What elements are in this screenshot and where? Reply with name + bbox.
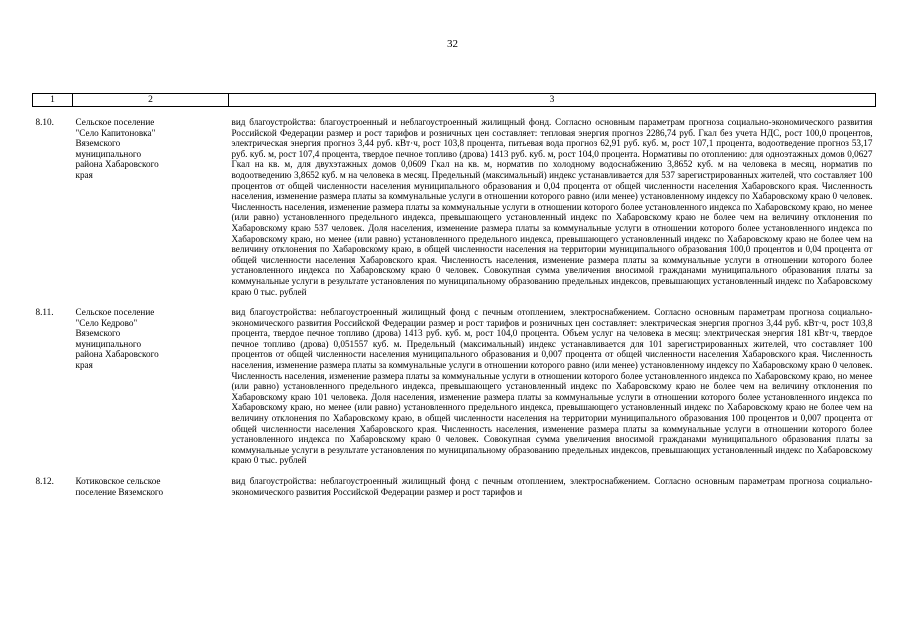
settlement-name: Сельское поселение "Село Капитоновка" Вяземского муниципального района Хабаровского края bbox=[75, 117, 159, 180]
table-header-row bbox=[33, 94, 876, 107]
row-description: вид благоустройства: неблагоустроенный жилищный фонд с печным отоплением, электроснабжением. Согласно основным параметрам прогноза социально-экономического развития Российской Федерации размер и рост тарифов и bbox=[231, 476, 873, 497]
row-number: 8.12. bbox=[35, 476, 54, 486]
table-row bbox=[33, 117, 876, 297]
table-row bbox=[33, 307, 876, 466]
row-description: вид благоустройства: неблагоустроенный жилищный фонд с печным отоплением, электроснабжением. Согласно основным параметрам прогноза социально-экономического развития Российской Федерации размер и рост тарифов и розничных цен составляет: электрическая энергия прогноз 3,44 руб. кВт·ч, рост 103,8 процента, твердое печное топливо (дрова) 1413 руб. куб. м, рост 104,0 процента. Объем услуг на человека в месяц: электрическая энергия 181 кВт·ч, твердое печное топливо (дрова) 0,051557 куб. м. Предельный (максимальный) индекс устанавливается для 101 зарегистрированных жителей, что составляет 100 процентов от общей численности населения муниципального образования и 0,007 процента от общей численности населения Хабаровского края. Численность населения, изменение размера платы за коммунальные услуги в отношении которого равно (или менее) установленному индексу по Хабаровскому краю 0 человек. Численность населения, изменение размера платы за коммунальные услуги в отношении которого более установленного индекса по Хабаровскому краю, но менее (или равно) установленного предельного индекса, превышающего установленный индекс по Хабаровскому краю не более чем на величину отклонения по Хабаровскому краю 101 человека. Доля населения, изменение размера платы за коммунальные услуги в отношении которого более установленного индекса по Хабаровскому краю, но менее (или равно) установленного предельного индекса, превышающего установленный индекс по Хабаровскому краю не более чем на величину отклонения по Хабаровскому краю, в общей численности населения на территории муниципального образования 100 процентов и 0,007 процента от общей численности населения Хабаровского края. Численность населения, изменение размера платы за коммунальные услуги в отношении которого более установленного индекса по Хабаровскому краю 0 человек. Совокупная сумма увеличения вносимой гражданами муниципального образования платы за коммунальные услуги в результате установления по муниципальному образованию предельных индексов, превышающих установленный индекс по Хабаровскому краю 0 тыс. рублей bbox=[231, 307, 873, 466]
settlement-name: Сельское поселение "Село Кедрово" Вяземского муниципального района Хабаровского края bbox=[75, 307, 159, 371]
row-description: вид благоустройства: благоустроенный и неблагоустроенный жилищный фонд. Согласно основным параметрам прогноза социально-экономического развития Российской Федерации размер и рост тарифов и розничных цен составляет: тепловая энергия прогноз 2286,74 руб. Гкал без учета НДС, рост 100,0 процентов, электрическая энергия прогноз 3,44 руб. кВт·ч, рост 103,8 процента, питьевая вода прогноз 62,91 руб. куб. м, рост 107,1 процента, водоотведение прогноз 53,17 руб. куб. м, рост 107,4 процента, твердое печное топливо (дрова) 1413 руб. куб. м, рост 104,0 процента. Нормативы по отоплению: для одноэтажных домов 0,0627 Гкал на кв. м, для двухэтажных домов 0,0609 Гкал на кв. м, норматив по холодному водоснабжению 3,8652 куб. м на человека в месяц, норматив по водоотведению 3,8652 куб. м на человека в месяц. Предельный (максимальный) индекс устанавливается для 537 зарегистрированных жителей, что составляет 100 процентов от общей численности населения муниципального образования и 0,04 процента от общей численности населения Хабаровского края. Численность населения, изменение размера платы за коммунальные услуги в отношении которого равно (или менее) установленному индексу по Хабаровскому краю 0 человек. Численность населения, изменение размера платы за коммунальные услуги в отношении которого более установленного индекса по Хабаровскому краю, но менее (или равно) установленного предельного индекса, превышающего установленный индекс по Хабаровскому краю не более чем на величину отклонения по Хабаровскому краю 537 человек. Доля населения, изменение размера платы за коммунальные услуги в отношении которого более установленного индекса по Хабаровскому краю, но менее (или равно) установленного предельного индекса, превышающего установленный индекс по Хабаровскому краю не более чем на величину отклонения по Хабаровскому краю, в общей численности населения на территории муниципального образования 100,0 процентов и 0,04 процента от общей численности населения Хабаровского края. Численность населения, изменение размера платы за коммунальные услуги в отношении которого более установленного индекса по Хабаровскому краю 0 человек. Совокупная сумма увеличения вносимой гражданами муниципального образования платы за коммунальные услуги в результате установления по муниципальному образованию предельных индексов, превышающих установленный индекс по Хабаровскому краю 0 тыс. рублей bbox=[231, 117, 873, 297]
column-header-3: 3 bbox=[229, 94, 876, 107]
row-number: 8.11. bbox=[35, 307, 54, 318]
row-number: 8.10. bbox=[35, 117, 54, 127]
page-number: 32 bbox=[447, 38, 458, 50]
column-header-2: 2 bbox=[73, 94, 229, 107]
indices-table bbox=[32, 93, 876, 497]
table-row bbox=[33, 476, 876, 497]
column-header-1: 1 bbox=[33, 94, 73, 107]
settlement-name: Котиковское сельское поселение Вяземского bbox=[75, 476, 164, 497]
